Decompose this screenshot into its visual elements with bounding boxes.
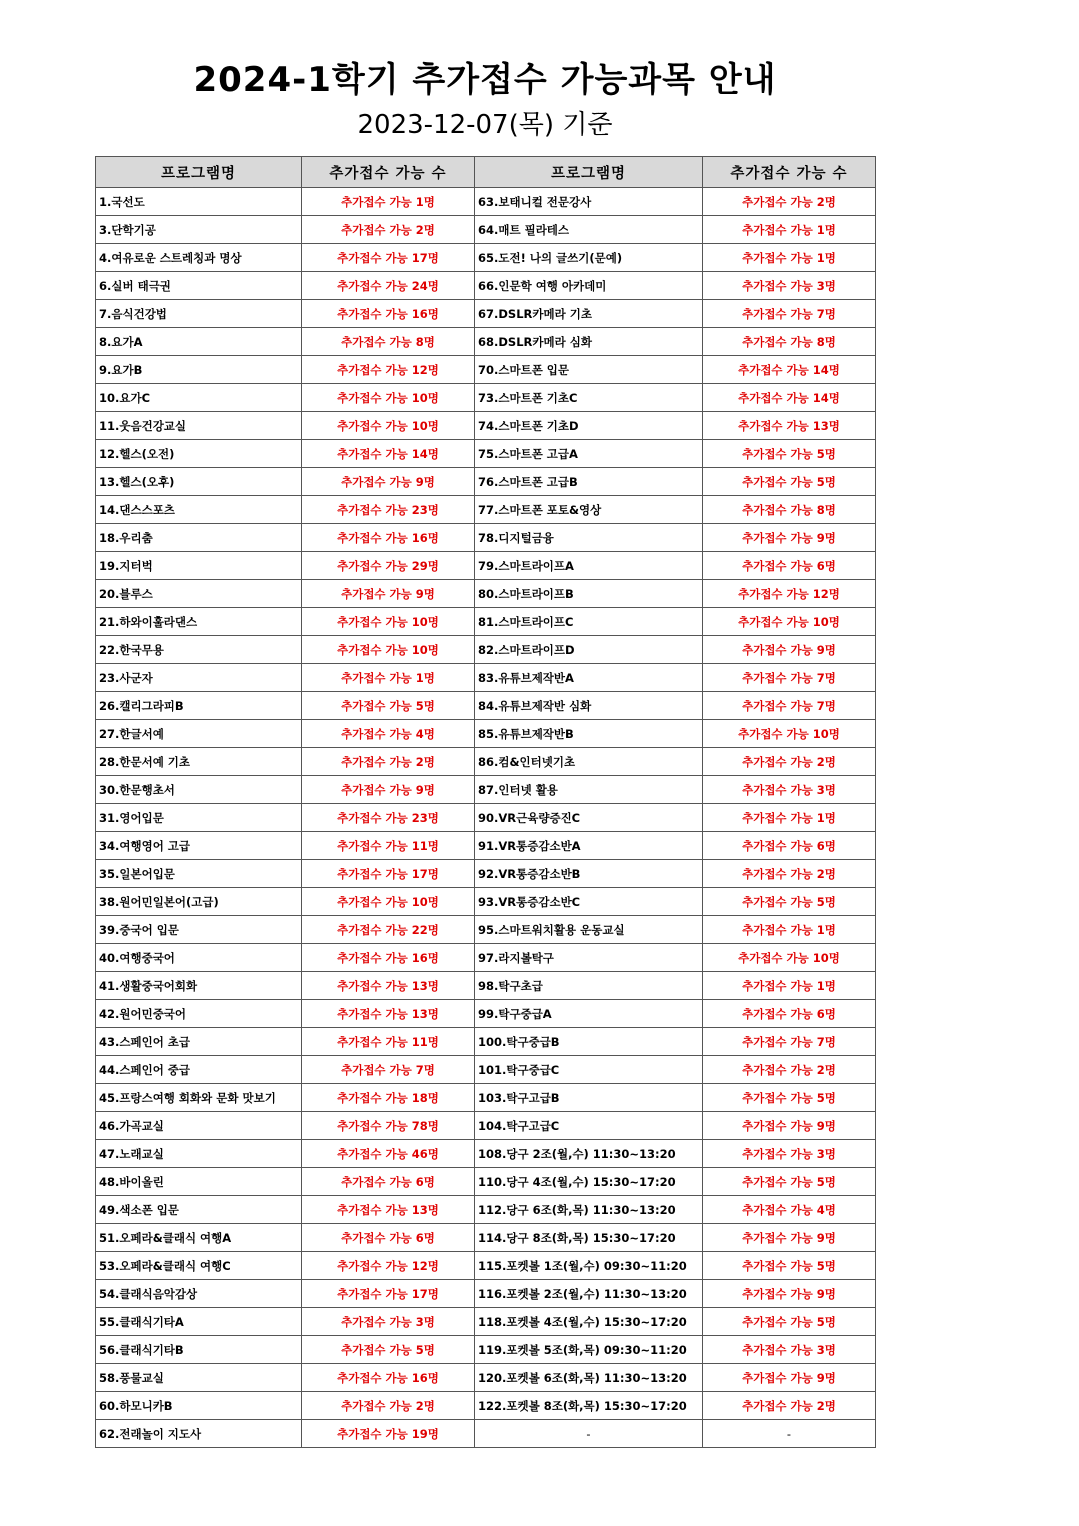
table-header-row — [96, 157, 876, 188]
program-name-left: 11.웃음건강교실 — [96, 412, 302, 440]
program-name-left: 48.바이올린 — [96, 1168, 302, 1196]
available-count-left: 추가접수 가능 2명 — [302, 748, 475, 776]
program-name-left: 3.단학기공 — [96, 216, 302, 244]
program-name-right: 66.인문학 여행 아카데미 — [475, 272, 703, 300]
program-name-left: 43.스페인어 초급 — [96, 1028, 302, 1056]
available-count-right: 추가접수 가능 1명 — [703, 804, 876, 832]
available-count-right: 추가접수 가능 4명 — [703, 1196, 876, 1224]
available-count-left: 추가접수 가능 2명 — [302, 216, 475, 244]
available-count-right: 추가접수 가능 1명 — [703, 216, 876, 244]
available-count-right: 추가접수 가능 10명 — [703, 720, 876, 748]
table-row — [96, 720, 876, 748]
available-count-left: 추가접수 가능 29명 — [302, 552, 475, 580]
table-row — [96, 272, 876, 300]
program-name-left: 58.풍물교실 — [96, 1364, 302, 1392]
available-count-left: 추가접수 가능 10명 — [302, 636, 475, 664]
table-row — [96, 608, 876, 636]
table-row — [96, 1252, 876, 1280]
table-row — [96, 580, 876, 608]
program-name-left: 1.국선도 — [96, 188, 302, 216]
available-count-right: 추가접수 가능 10명 — [703, 944, 876, 972]
available-count-right: 추가접수 가능 3명 — [703, 776, 876, 804]
program-name-right: 108.당구 2조(월,수) 11:30~13:20 — [475, 1140, 703, 1168]
available-count-right: 추가접수 가능 5명 — [703, 440, 876, 468]
program-name-left: 62.전래놀이 지도사 — [96, 1420, 302, 1448]
available-count-left: 추가접수 가능 2명 — [302, 1392, 475, 1420]
available-count-left: 추가접수 가능 17명 — [302, 1280, 475, 1308]
program-name-left: 28.한문서예 기초 — [96, 748, 302, 776]
program-name-right: 83.유튜브제작반A — [475, 664, 703, 692]
table-row — [96, 468, 876, 496]
available-count-right: 추가접수 가능 7명 — [703, 300, 876, 328]
table-body — [96, 188, 876, 1448]
program-name-right: 70.스마트폰 입문 — [475, 356, 703, 384]
available-count-left: 추가접수 가능 16명 — [302, 1364, 475, 1392]
available-count-right: 추가접수 가능 5명 — [703, 1308, 876, 1336]
program-name-right: 120.포켓볼 6조(화,목) 11:30~13:20 — [475, 1364, 703, 1392]
available-count-left: 추가접수 가능 12명 — [302, 356, 475, 384]
program-name-left: 20.블루스 — [96, 580, 302, 608]
program-name-right: 86.컴&인터넷기초 — [475, 748, 703, 776]
program-name-right: 75.스마트폰 고급A — [475, 440, 703, 468]
program-name-left: 56.클래식기타B — [96, 1336, 302, 1364]
program-name-right: 63.보태니컬 전문강사 — [475, 188, 703, 216]
available-count-left: 추가접수 가능 17명 — [302, 244, 475, 272]
program-name-left: 21.하와이훌라댄스 — [96, 608, 302, 636]
program-name-right: 85.유튜브제작반B — [475, 720, 703, 748]
table-row — [96, 1420, 876, 1448]
program-name-left: 35.일본어입문 — [96, 860, 302, 888]
available-count-left: 추가접수 가능 16명 — [302, 944, 475, 972]
program-name-right: 93.VR통증감소반C — [475, 888, 703, 916]
available-count-left: 추가접수 가능 22명 — [302, 916, 475, 944]
available-count-left: 추가접수 가능 9명 — [302, 580, 475, 608]
available-count-right: 추가접수 가능 9명 — [703, 524, 876, 552]
program-name-left: 49.색소폰 입문 — [96, 1196, 302, 1224]
available-count-left: 추가접수 가능 4명 — [302, 720, 475, 748]
program-name-right: 99.탁구중급A — [475, 1000, 703, 1028]
program-name-right: 118.포켓볼 4조(월,수) 15:30~17:20 — [475, 1308, 703, 1336]
available-count-right: 추가접수 가능 2명 — [703, 860, 876, 888]
available-count-right: - — [703, 1420, 876, 1448]
table-row — [96, 496, 876, 524]
table-row — [96, 776, 876, 804]
program-name-right: 97.라지볼탁구 — [475, 944, 703, 972]
table-row — [96, 524, 876, 552]
available-count-right: 추가접수 가능 2명 — [703, 748, 876, 776]
available-count-right: 추가접수 가능 7명 — [703, 1028, 876, 1056]
program-name-left: 51.오페라&클래식 여행A — [96, 1224, 302, 1252]
program-name-right: 112.당구 6조(화,목) 11:30~13:20 — [475, 1196, 703, 1224]
program-name-right: 78.디지털금융 — [475, 524, 703, 552]
available-count-right: 추가접수 가능 2명 — [703, 188, 876, 216]
available-count-left: 추가접수 가능 11명 — [302, 832, 475, 860]
table-row — [96, 832, 876, 860]
header-program-name-right: 프로그램명 — [475, 157, 703, 188]
program-name-right: 110.당구 4조(월,수) 15:30~17:20 — [475, 1168, 703, 1196]
table-row — [96, 1168, 876, 1196]
program-name-left: 44.스페인어 중급 — [96, 1056, 302, 1084]
header-available-left: 추가접수 가능 수 — [302, 157, 475, 188]
available-count-left: 추가접수 가능 8명 — [302, 328, 475, 356]
table-row — [96, 356, 876, 384]
table-row — [96, 748, 876, 776]
program-name-right: 119.포켓볼 5조(화,목) 09:30~11:20 — [475, 1336, 703, 1364]
available-count-left: 추가접수 가능 7명 — [302, 1056, 475, 1084]
program-name-right: 76.스마트폰 고급B — [475, 468, 703, 496]
table-row — [96, 188, 876, 216]
program-name-left: 31.영어입문 — [96, 804, 302, 832]
table-row — [96, 916, 876, 944]
available-count-right: 추가접수 가능 7명 — [703, 692, 876, 720]
program-name-left: 53.오페라&클래식 여행C — [96, 1252, 302, 1280]
table-row — [96, 1364, 876, 1392]
table-row — [96, 216, 876, 244]
available-count-left: 추가접수 가능 6명 — [302, 1168, 475, 1196]
table-row — [96, 552, 876, 580]
program-name-left: 7.음식건강법 — [96, 300, 302, 328]
program-name-left: 13.헬스(오후) — [96, 468, 302, 496]
available-count-right: 추가접수 가능 9명 — [703, 1224, 876, 1252]
table-row — [96, 664, 876, 692]
table-row — [96, 1112, 876, 1140]
program-name-left: 14.댄스스포츠 — [96, 496, 302, 524]
table-row — [96, 1084, 876, 1112]
available-count-left: 추가접수 가능 14명 — [302, 440, 475, 468]
program-name-left: 60.하모니카B — [96, 1392, 302, 1420]
available-count-right: 추가접수 가능 14명 — [703, 384, 876, 412]
program-name-right: 98.탁구초급 — [475, 972, 703, 1000]
available-count-left: 추가접수 가능 13명 — [302, 972, 475, 1000]
available-count-left: 추가접수 가능 19명 — [302, 1420, 475, 1448]
program-name-right: 73.스마트폰 기초C — [475, 384, 703, 412]
available-count-right: 추가접수 가능 5명 — [703, 468, 876, 496]
program-name-left: 55.클래식기타A — [96, 1308, 302, 1336]
available-count-right: 추가접수 가능 5명 — [703, 1168, 876, 1196]
available-count-left: 추가접수 가능 78명 — [302, 1112, 475, 1140]
available-count-right: 추가접수 가능 5명 — [703, 1252, 876, 1280]
table-row — [96, 1336, 876, 1364]
program-name-left: 41.생활중국어회화 — [96, 972, 302, 1000]
available-count-left: 추가접수 가능 9명 — [302, 468, 475, 496]
available-count-right: 추가접수 가능 12명 — [703, 580, 876, 608]
available-count-right: 추가접수 가능 8명 — [703, 328, 876, 356]
available-count-right: 추가접수 가능 9명 — [703, 1280, 876, 1308]
program-name-right: 95.스마트워치활용 운동교실 — [475, 916, 703, 944]
program-name-right: 100.탁구중급B — [475, 1028, 703, 1056]
available-count-left: 추가접수 가능 10명 — [302, 384, 475, 412]
program-name-left: 30.한문행초서 — [96, 776, 302, 804]
table-row — [96, 888, 876, 916]
program-name-right: 116.포켓볼 2조(월,수) 11:30~13:20 — [475, 1280, 703, 1308]
program-name-left: 10.요가C — [96, 384, 302, 412]
table-row — [96, 328, 876, 356]
program-name-left: 18.우리춤 — [96, 524, 302, 552]
available-count-left: 추가접수 가능 12명 — [302, 1252, 475, 1280]
program-name-left: 6.실버 태극권 — [96, 272, 302, 300]
table-row — [96, 804, 876, 832]
available-count-left: 추가접수 가능 16명 — [302, 300, 475, 328]
program-name-left: 42.원어민중국어 — [96, 1000, 302, 1028]
available-count-left: 추가접수 가능 23명 — [302, 496, 475, 524]
program-name-left: 22.한국무용 — [96, 636, 302, 664]
program-name-right: 81.스마트라이프C — [475, 608, 703, 636]
program-name-right: 90.VR근육량증진C — [475, 804, 703, 832]
program-name-right: 79.스마트라이프A — [475, 552, 703, 580]
available-count-right: 추가접수 가능 6명 — [703, 1000, 876, 1028]
table-row — [96, 1056, 876, 1084]
available-count-left: 추가접수 가능 10명 — [302, 412, 475, 440]
available-count-right: 추가접수 가능 14명 — [703, 356, 876, 384]
available-count-left: 추가접수 가능 5명 — [302, 692, 475, 720]
table-row — [96, 692, 876, 720]
program-name-right: 122.포켓볼 8조(화,목) 15:30~17:20 — [475, 1392, 703, 1420]
program-name-right: 77.스마트폰 포토&영상 — [475, 496, 703, 524]
program-name-right: 114.당구 8조(화,목) 15:30~17:20 — [475, 1224, 703, 1252]
program-name-left: 27.한글서예 — [96, 720, 302, 748]
page-subtitle: 2023-12-07(목) 기준 — [357, 110, 613, 140]
program-name-left: 4.여유로운 스트레칭과 명상 — [96, 244, 302, 272]
available-count-right: 추가접수 가능 3명 — [703, 272, 876, 300]
available-count-right: 추가접수 가능 13명 — [703, 412, 876, 440]
available-count-left: 추가접수 가능 1명 — [302, 664, 475, 692]
program-name-left: 54.클래식음악감상 — [96, 1280, 302, 1308]
program-name-left: 39.중국어 입문 — [96, 916, 302, 944]
program-name-right: 92.VR통증감소반B — [475, 860, 703, 888]
program-name-right: - — [475, 1420, 703, 1448]
available-count-right: 추가접수 가능 10명 — [703, 608, 876, 636]
program-name-right: 101.탁구중급C — [475, 1056, 703, 1084]
available-count-left: 추가접수 가능 10명 — [302, 608, 475, 636]
program-name-right: 67.DSLR카메라 기초 — [475, 300, 703, 328]
program-name-right: 74.스마트폰 기초D — [475, 412, 703, 440]
available-count-left: 추가접수 가능 46명 — [302, 1140, 475, 1168]
program-name-left: 45.프랑스여행 회화와 문화 맛보기 — [96, 1084, 302, 1112]
program-name-left: 40.여행중국어 — [96, 944, 302, 972]
table-row — [96, 384, 876, 412]
program-name-left: 34.여행영어 고급 — [96, 832, 302, 860]
program-name-left: 23.사군자 — [96, 664, 302, 692]
available-count-right: 추가접수 가능 1명 — [703, 972, 876, 1000]
available-count-left: 추가접수 가능 17명 — [302, 860, 475, 888]
available-count-left: 추가접수 가능 13명 — [302, 1196, 475, 1224]
table-row — [96, 300, 876, 328]
table-row — [96, 860, 876, 888]
available-count-left: 추가접수 가능 3명 — [302, 1308, 475, 1336]
available-count-right: 추가접수 가능 6명 — [703, 832, 876, 860]
available-count-right: 추가접수 가능 9명 — [703, 636, 876, 664]
program-name-left: 9.요가B — [96, 356, 302, 384]
available-count-right: 추가접수 가능 2명 — [703, 1056, 876, 1084]
program-name-left: 8.요가A — [96, 328, 302, 356]
available-count-left: 추가접수 가능 5명 — [302, 1336, 475, 1364]
program-name-right: 87.인터넷 활용 — [475, 776, 703, 804]
available-count-right: 추가접수 가능 6명 — [703, 552, 876, 580]
table-row — [96, 1392, 876, 1420]
available-count-right: 추가접수 가능 1명 — [703, 244, 876, 272]
header-program-name-left: 프로그램명 — [96, 157, 302, 188]
table-row — [96, 972, 876, 1000]
header-available-right: 추가접수 가능 수 — [703, 157, 876, 188]
program-name-right: 65.도전! 나의 글쓰기(문예) — [475, 244, 703, 272]
available-count-right: 추가접수 가능 7명 — [703, 664, 876, 692]
table-row — [96, 1028, 876, 1056]
available-count-left: 추가접수 가능 10명 — [302, 888, 475, 916]
table-row — [96, 1308, 876, 1336]
program-name-right: 68.DSLR카메라 심화 — [475, 328, 703, 356]
program-name-right: 91.VR통증감소반A — [475, 832, 703, 860]
table-row — [96, 440, 876, 468]
available-count-left: 추가접수 가능 24명 — [302, 272, 475, 300]
table-row — [96, 412, 876, 440]
program-name-right: 84.유튜브제작반 심화 — [475, 692, 703, 720]
available-count-left: 추가접수 가능 23명 — [302, 804, 475, 832]
available-count-right: 추가접수 가능 5명 — [703, 1084, 876, 1112]
available-count-left: 추가접수 가능 1명 — [302, 188, 475, 216]
program-name-right: 103.탁구고급B — [475, 1084, 703, 1112]
available-count-left: 추가접수 가능 11명 — [302, 1028, 475, 1056]
table-row — [96, 1140, 876, 1168]
available-count-left: 추가접수 가능 13명 — [302, 1000, 475, 1028]
available-count-left: 추가접수 가능 16명 — [302, 524, 475, 552]
available-count-right: 추가접수 가능 9명 — [703, 1112, 876, 1140]
available-count-right: 추가접수 가능 8명 — [703, 496, 876, 524]
program-name-right: 82.스마트라이프D — [475, 636, 703, 664]
program-name-right: 80.스마트라이프B — [475, 580, 703, 608]
program-name-right: 64.매트 필라테스 — [475, 216, 703, 244]
table-row — [96, 1224, 876, 1252]
course-table — [95, 156, 876, 1448]
table-row — [96, 636, 876, 664]
program-name-left: 46.가곡교실 — [96, 1112, 302, 1140]
table-row — [96, 1000, 876, 1028]
table-row — [96, 244, 876, 272]
program-name-left: 47.노래교실 — [96, 1140, 302, 1168]
table-row — [96, 944, 876, 972]
available-count-right: 추가접수 가능 9명 — [703, 1364, 876, 1392]
available-count-right: 추가접수 가능 2명 — [703, 1392, 876, 1420]
program-name-right: 115.포켓볼 1조(월,수) 09:30~11:20 — [475, 1252, 703, 1280]
program-name-left: 38.원어민일본어(고급) — [96, 888, 302, 916]
program-name-right: 104.탁구고급C — [475, 1112, 703, 1140]
available-count-left: 추가접수 가능 6명 — [302, 1224, 475, 1252]
available-count-right: 추가접수 가능 3명 — [703, 1140, 876, 1168]
program-name-left: 26.캘리그라피B — [96, 692, 302, 720]
table-row — [96, 1280, 876, 1308]
available-count-right: 추가접수 가능 3명 — [703, 1336, 876, 1364]
program-name-left: 19.지터벅 — [96, 552, 302, 580]
table-row — [96, 1196, 876, 1224]
available-count-left: 추가접수 가능 9명 — [302, 776, 475, 804]
program-name-left: 12.헬스(오전) — [96, 440, 302, 468]
available-count-right: 추가접수 가능 5명 — [703, 888, 876, 916]
page-title: 2024-1학기 추가접수 가능과목 안내 — [193, 60, 777, 100]
available-count-right: 추가접수 가능 1명 — [703, 916, 876, 944]
available-count-left: 추가접수 가능 18명 — [302, 1084, 475, 1112]
